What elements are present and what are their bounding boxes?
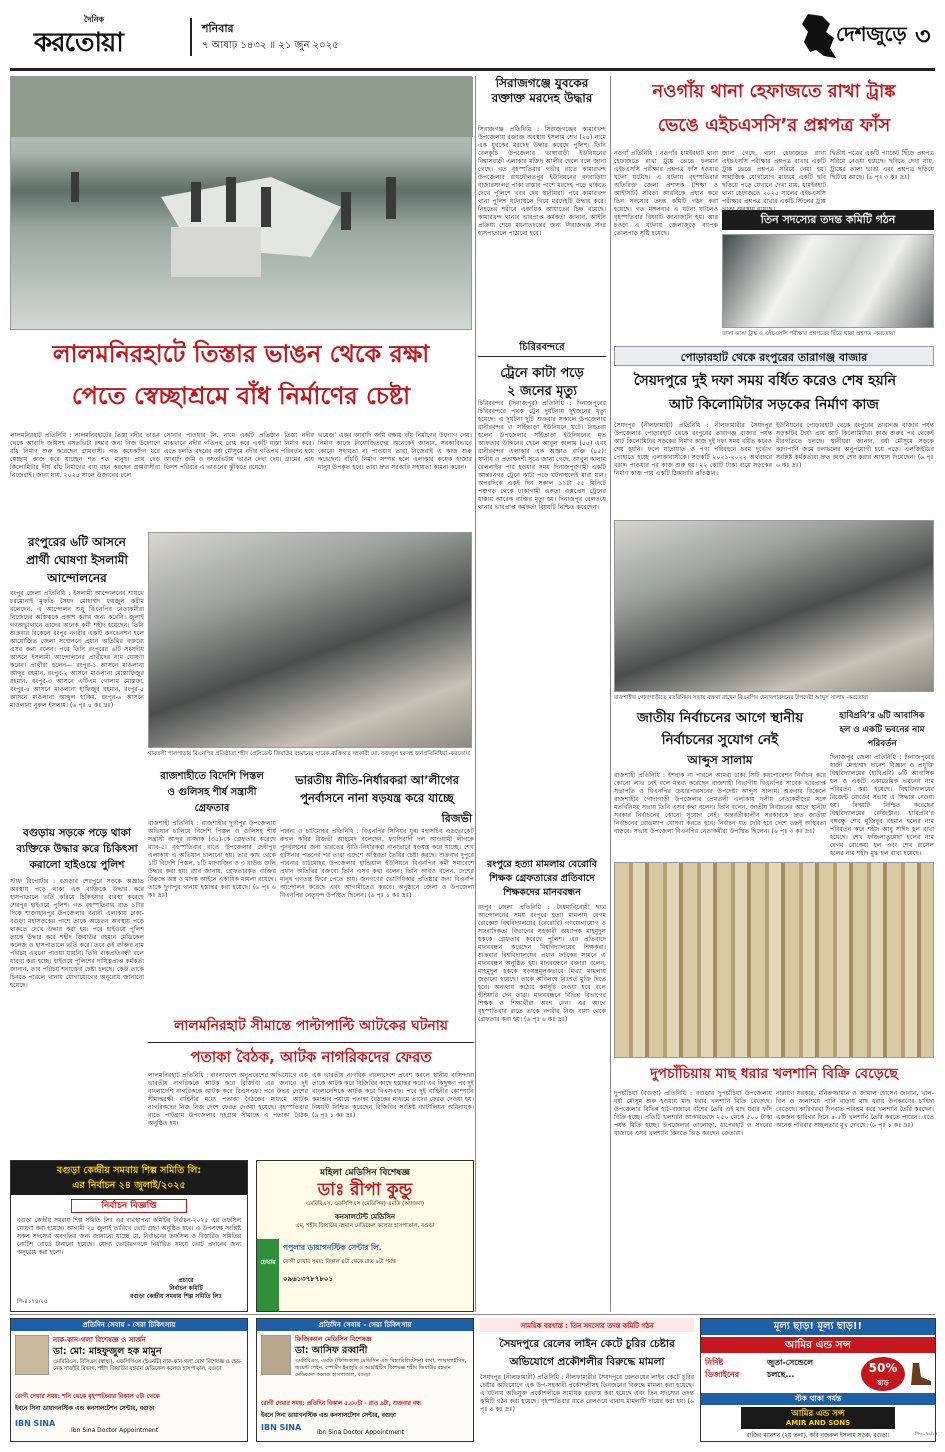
ad-mamun bbox=[10, 1318, 248, 1442]
saidpur-headline-1: সৈয়দপুরে দুই দফা সময় বর্ধিত করেও শেষ হয়নি bbox=[633, 373, 897, 389]
masthead-divider bbox=[190, 18, 192, 56]
rajshahi-headline-3: গ্রেফতার bbox=[194, 803, 230, 814]
mamun-details: এমবিবিএস, বিসিএস (স্বাস্থ্য), এফসিপিএস (ইএনটি) নাক-কান-গলা রোগ বিশেষজ্ঞ ও হেড-নেক সার্জারি বিভাগ, শহীদ জিয়াউর রহমান মেডিকেল কলেজ হাসপাতাল, বগুড়া bbox=[53, 1359, 242, 1372]
robbani-timing: রোগী দেখার সময়: প্রতিদিন বিকাল ৫.৩০টা - রাত ৯টা, শুক্রবার বন্ধ bbox=[261, 1401, 421, 1407]
notice-signer-3: বগুড়া কেন্দ্রীয় সমবায় শিল্প সমিতি লিঃ bbox=[130, 1293, 222, 1300]
masthead-rule bbox=[10, 68, 935, 71]
rizvi-headline-1: ভারতীয় নীতি-নির্ধারকরা আ’লীগের bbox=[295, 773, 459, 787]
robbani-details: এমবিবিএস, এমডি (ফিজিক্যাল মেডিসিন এন্ড রিহ্যাবিলিটেশন) ব্যথা, প্যারালাইসিস, জয়েন্ট পেইন, স্পোর্টস ইনজুরি ও আর্থ্রাইটিস বিশেষজ্ঞ শহীদ জিয়াউর রহমান মেডিকেল কলেজ হাসপাতাল, বগুড়া bbox=[295, 1358, 467, 1378]
ad-ripa-kundu bbox=[256, 1160, 474, 1312]
rizvi-byline: রিজভী bbox=[441, 812, 472, 825]
naogaon-body-3: দ্বিতীয় পত্রের একটি প্যাকেট ছিঁড়ে প্রশ্নপত্র সরিয়ে নেওয়া হয়েছে। ছবিতে দেখা যায়, ট্রাঙ্কের তালা ভাঙা এবং প্রশ্নপত্র ছড়িয়ে ছিটিয়ে আছে। (৬ পৃঃ ৩ কঃ দ্রঃ) bbox=[830, 150, 934, 181]
chirirbandar-rule bbox=[478, 356, 606, 357]
ripa-role: কনসালটেন্ট মেডিসিন bbox=[334, 1213, 396, 1221]
rail-body: সৈয়দপুর (নীলফামারী) প্রতিনিধি : নীলফামারীর সৈয়দপুরে রেলওয়ের লাইন কেটে চুরির চেষ্টার অভিযোগে এক উপ-সহকারী প্রকৌশলীসহ তিনজনের বিরুদ্ধে মামলা করা হয়েছে। এ ঘটনায় অভিযুক্ত প্রকৌশলীকে সাময়িক বরখাস্ত করা হয়েছে এবং তিন সদস্যের তদন্ত কমিটি গঠন করা হয়েছে। বৃহস্পতিবার রাতে রেলওয়ে থানায় মামলাটি দায়ের করা হয়। (৬ পৃঃ ৩ কঃ দ্রঃ) bbox=[480, 1374, 694, 1413]
teacher-headline-2: শিক্ষক গ্রেফতারের প্রতিবাদে bbox=[489, 873, 595, 884]
amir-line-4: চলছে... bbox=[767, 1370, 795, 1379]
robbani-specialty: ফিজিক্যাল মেডিসিন বিশেষজ্ঞ bbox=[295, 1335, 372, 1343]
robbani-portrait bbox=[261, 1335, 291, 1375]
ad-amir-and-sons bbox=[700, 1318, 936, 1442]
election-notice bbox=[10, 1160, 248, 1312]
salam-byline: আব্দুস সালাম bbox=[687, 753, 753, 767]
embankment-photo bbox=[10, 76, 472, 330]
dupchanchia-body-2: নারায়ণ সরকার, মনিরুজ্জামান ও জামাল হোসেন জানান, খাল-বিল ও জলাশয়ে পানি বাড়ায় মাছ ধরার উপকরণের চাহিদা বেড়েছে। কারিগররা দিনরাত পরিশ্রম করে খলশানি তৈরি করছেন। একজন কারিগর দিনে ৪-৫টি খলশানি তৈরি করতে পারেন। এতে অনেক পরিবার সচ্ছলতার মুখ দেখছে। (৬ পৃঃ ১ কঃ দ্রঃ) bbox=[776, 1090, 934, 1129]
chirirbandar-kicker: চিরিরবন্দরে bbox=[519, 342, 565, 353]
lalmonirhat-body-2: সোনার পাওয়ার লি. নামে একটি প্রতিষ্ঠান তিস্তা নদীর মাঝখানে নদীর গতিপথ রোধ করে একটি রাস্তা নির্মাণ করে। এতে চলতি বছরের বর্ষা মৌসুমে নদীর গতিপথ পরিবর্তন হয়ে আবাদি জমি ও বসতভিটায় ভাঙন দেখা দেয়। গ্রামের প্রায় তিনশ পরিবার এ ভাঙনের ঝুঁকিতে রয়েছে। bbox=[164, 432, 314, 471]
amir-line-1: নির্দিষ্ট bbox=[705, 1358, 724, 1367]
sirajganj-body: সিরাজগঞ্জ প্রতিনিধি : সিরাজগঞ্জের কামারখন্দ উপজেলায় রক্তাক্ত অবস্থায় ইসলাম শেখ (২৪) নামে এক যুবকের মরদেহ উদ্ধার করেছে পুলিশ। তিনি বেলকুচি উপজেলার ভাঙ্গাবাড়ী ইউনিয়নের বিশ্বাসবাড়ী এলাকার মজিদ আলীর ছেলে বলে জানা গেছে। গত বৃহস্পতিবার গভীর রাতে কামারখন্দ উপজেলার রায়দৌলতপুর ইউনিয়নের বনবাড়িয়া বাজারসংলগ্ন পাকা রাস্তার পাশে মরদেহ পড়ে থাকতে দেখে পুলিশে খবর দেয় স্থানীয়রা। পরে কামারখন্দ থানা পুলিশ ঘটনাস্থলে গিয়ে মরদেহটি উদ্ধার করে। নিহতের শরীরে একাধিক আঘাতের চিহ্ন রয়েছে। কামারখন্দ থানার ভারপ্রাপ্ত কর্মকর্তা জানান, আইনি প্রক্রিয়া শেষে ময়নাতদন্তের জন্য সিরাজগঞ্জ সদর হাসপাতালে পাঠানো হবে। bbox=[478, 126, 606, 237]
mamun-specialty: নাক-কান-গলা বিশেষজ্ঞ ও সার্জন bbox=[53, 1336, 146, 1344]
question-paper-photo bbox=[722, 234, 934, 328]
salam-meeting-photo bbox=[614, 520, 934, 692]
masthead-day: শনিবার bbox=[202, 22, 234, 35]
saidpur-body-1: সৈয়দপুর (নীলফামারী) প্রতিনিধি : নীলফামারীর সৈয়দপুর উপজেলার পোড়ারহাট থেকে রংপুরের তারাগঞ্জ বাজার পর্যন্ত আট কিলোমিটার সড়কের নির্মাণ কাজ দুই দফা সময় বর্ধিত করেও শেষ হয়নি। ফলে যাতায়াত ও পণ্য পরিবহনে চরম দুর্ভোগ পোহাতে হচ্ছে এলাকাবাসীকে। সড়কটি ২০২১-২০২২ অর্থবছরে বরাদ্দ পাওয়ার পর কাজ শুরু হয়। ২২ কোটি টাকা ব্যয়ে সড়কের নির্মাণ কাজ পায় একটি ঠিকাদারি প্রতিষ্ঠান। bbox=[614, 422, 772, 477]
flag-body-1: লালমনিরহাট প্রতিনিধি : বাংলাদেশে অনুপ্রবেশের অভিযোগে এক ভারতীয় নাগরিককে আটক করে বিজিবি। এর জবাবে দুই বাংলাদেশি নাগরিককে আটক করে বিএসএফ। পরে উভয় দেশের সীমান্তরক্ষী বাহিনীর মধ্যে পতাকা বৈঠকের মাধ্যমে আটক নাগরিকদের নিজ নিজ দেশে ফেরত দেওয়া হয়েছে। বৃহস্পতিবার রাতে পাটগ্রাম উপজেলার দহগ্রাম সীমান্তে এ পতাকা বৈঠক অনুষ্ঠিত হয়। bbox=[148, 1072, 308, 1127]
border-headline: লালমনিরহাট সীমান্তে পাল্টাপাল্টি আটকের ঘটনায় bbox=[173, 1018, 449, 1034]
column-rule bbox=[10, 1314, 935, 1315]
lalmonirhat-body-3: ভয়েজ’ একর আবাদি জমি রক্ষায় বাঁধ নির্মাণের উদ্যোগ নেয়। নির্মাণ কাজে নিয়োজিতদের অনেকেই জানান, সরকারিভাবে কোনো সহায়তা না পাওয়ায় তারা নিজেরাই এ কাজ শুরু করেছেন। বাঁধটি নির্মাণ সম্পন্ন হলে এলাকার কয়েক হাজার মানুষ উপকৃত হবে। তারা দ্রুত সরকারি সহায়তা কামনা করেন। bbox=[318, 432, 472, 471]
salam-headline-1: জাতীয় নির্বাচনের আগে স্থানীয় bbox=[636, 710, 804, 726]
amir-brand: আমির এন্ড সন্স bbox=[701, 1337, 935, 1353]
robbani-brand: IBN SINA bbox=[261, 1423, 302, 1432]
naogaon-headline-2: ভেঙে এইচএসসি’র প্রশ্নপত্র ফাঁস bbox=[657, 115, 891, 136]
ripa-tagline: মহিলা মেডিসিন বিশেষজ্ঞ bbox=[320, 1168, 410, 1178]
teacher-headline-3: শিক্ষকদের মানববন্ধন bbox=[503, 887, 581, 898]
salam-headline-2: নির্বাচনের সুযোগ নেই bbox=[661, 732, 779, 748]
rajshahi-headline-2: ও গুলিসহ শীর্ষ সন্ত্রাসী bbox=[167, 787, 257, 798]
rangpur-islami-headline-2: প্রার্থী ঘোষণা ইসলামী bbox=[26, 553, 128, 567]
ripa-hospital: এম্, শহীদ জিয়াউর রহমান মেডিকেল কলেজ হাসপাতাল, বগুড়া bbox=[295, 1223, 435, 1229]
amir-top: মূল্য ছাড়! মূল্য ছাড়!! bbox=[701, 1319, 935, 1335]
section-title: দেশজুড়ে bbox=[836, 22, 907, 46]
amir-stock: স্টক থাকা পর্যন্ত bbox=[701, 1393, 935, 1405]
hall-body: দিনাজপুর জেলা প্রতিনিধি : দিনাজপুরের হাজী মোহাম্মদ দানেশ বিজ্ঞান ও প্রযুক্তি বিশ্ববিদ্যালয়ের (হাবিপ্রবি) ৬টি আবাসিক হল ও একটি একাডেমিক ভবনের নাম পরিবর্তন করা হয়েছে। বিশ্ববিদ্যালয়ের রিজেন্ট বোর্ডের সভায় এ সিদ্ধান্ত নেওয়া হয়। বিষয়টি নিশ্চিত করেছেন বিশ্ববিদ্যালয়ের রেজিস্ট্রার। হাবিপ্রবি’র বঙ্গবন্ধু শেখ মুজিবুর রহমান হলের নাম পরিবর্তন করে শহীদ আবু সাঈদ হল রাখা হয়েছে। শেখ ফজিলাতুন্নেছা হলের নাম বেগম রোকেয়া হল এবং শেখ রাসেল হলের নাম শহীদ মুগ্ধ হল রাখা হয়েছে। bbox=[830, 754, 934, 857]
dupchanchia-headline: দুপচাঁচিয়ায় মাছ ধরার খলশানি বিক্রি বেড়েছে bbox=[650, 1066, 898, 1082]
rangpur-islami-body: রংপুর জেলা প্রতিনিধি : ইসলামী আন্দোলনের শায়খে চরমোনাই মুফতি সৈয়দ মোহাম্মদ ফয়জুল করীম বলেছেন, এ আন্দোলন শুধু বিএনপির নেতাকর্মীরা নিজেদের অস্তিত্বকে প্রকাশ করার জন্য করেনি। জুলাই গণঅভ্যুত্থানে তাদের অনেক কর্মী শহীদ হয়েছেন। তিনি শুক্রবার বিকেলে রংপুর নগরীর একটি কনভেনশন হলে আয়োজিত জেলা সম্মেলনে প্রধান অতিথির বক্তব্যে এসব কথা বলেন। পরে তিনি রংপুরের ৬টি সংসদীয় আসনে ইসলামী আন্দোলনের প্রার্থীদের নাম ঘোষণা করেন। প্রার্থীরা হলেন— রংপুর-১ আসনে মাওলানা আব্দুর রহমান, রংপুর-২ আসনে মাওলানা মোস্তাফিজুর রহমান, রংপুর-৩ আসনে এটিএম গোলাম মোস্তফা, রংপুর-৪ আসনে মাওলানা হাফিজুর রহমান, রংপুর-৫ আসনে মাওলানা আব্দুল হাকিম, রংপুর-৬ আসনে মাওলানা নুরুল ইসলাম। (৬ পৃঃ ৪ কঃ দ্রঃ) bbox=[10, 590, 144, 709]
ripa-phone[interactable]: ০৯৬১৩৭৮৭৮০১ bbox=[283, 1275, 334, 1283]
notice-signer-1: প্রচারে bbox=[178, 1277, 194, 1284]
ripa-chamber-label: চেম্বার bbox=[260, 1258, 276, 1266]
lalmonirhat-body-1: লালমনিরহাট প্রতিনিধি : লালমনিরহাটের তিস্তা নদীর ভাঙন থেকে আবাদি জমিসহ বসতভিটা রক্ষার জন্য নিজ উদ্যোগে বাঁধ নির্মাণ শুরু করেছেন গ্রামবাসী। গত কয়েকদিন ধরে স্বেচ্ছায় কাজ করে যাচ্ছেন শত শত মানুষ। প্রায় দেড় কিলোমিটার দীর্ঘ বাঁধ নির্মাণের ব্যয় বহন করছেন গ্রামবাসীরা নিজেরাই। জানা যায়, ২০২৪ সালে উজানের ঢলে bbox=[10, 432, 160, 479]
teacher-headline-1: রংপুরে হত্যা মামলায় বেরোবি bbox=[486, 859, 598, 870]
robbani-strip: প্রতিদিন সেবায় - সেরা চিকিৎসায় bbox=[257, 1319, 473, 1331]
masthead bbox=[10, 8, 935, 68]
shoe-icon bbox=[909, 1359, 933, 1389]
teacher-body: রংপুর জেলা প্রতিনিধি : বৈষম্যবিরোধী ছাত্র আন্দোলনের সময় রংপুরে হত্যা মামলায় বেগম রোকেয়া বিশ্ববিদ্যালয়ের (বেরোবি) গণযোগাযোগ ও সাংবাদিকতা বিভাগের সহকারী অধ্যাপক মাহমুদুল হককে গ্রেফতার করেছে পুলিশ। এর প্রতিবাদে মানববন্ধন করেছেন বিশ্ববিদ্যালয়ের শিক্ষকরা। শুক্রবার বিশ্ববিদ্যালয়ের প্রধান ফটকের সামনে এ মানববন্ধন অনুষ্ঠিত হয়। মানববন্ধনে বক্তারা বলেন, মাহমুদুল হককে ষড়যন্ত্রমূলকভাবে মিথ্যা মামলায় জড়ানো হয়েছে। তাকে অবিলম্বে নিঃশর্ত মুক্তি দিতে হবে। অন্যথায় কঠোর কর্মসূচি দেওয়া হবে বলে হুঁশিয়ারি দেন তারা। মানববন্ধনে বিভিন্ন বিভাগের শিক্ষক ও শিক্ষার্থীরা অংশ নেন। এর আগে বৃহস্পতিবার রাতে তাকে নগরীর নিজ বাসা থেকে গ্রেফতার করা হয়। (৬ পৃঃ ৬ কঃ দ্রঃ) bbox=[478, 904, 606, 1023]
bogura-police-headline-2: ব্যক্তিকে উদ্ধার করে চিকিৎসা bbox=[16, 843, 138, 855]
notice-signer-2: নির্বাচন কমিটি bbox=[169, 1285, 203, 1292]
column-rule bbox=[610, 76, 611, 1312]
rangpur-islami-headline-3: আন্দোলনের bbox=[47, 571, 107, 585]
chirirbandar-body: চিরিরবন্দর (দিনাজপুর) প্রতিনিধি : দিনাজপুরের চিরিরবন্দরে পৃথক ট্রেন দুর্ঘটনায় দুইজনের মৃত্যু হয়েছে। এ দুর্ঘটনা দুটি শুক্রবার সকালে উপজেলার রানীরবন্দর ও সাঁইতাড়া ইউনিয়নে ঘটে। নিহতরা হলেন উপজেলার সাঁইতাড়া ইউনিয়নের মৃত আফতাব উদ্দিনের ছেলে আবুল কালাম (৫৫) এবং রানীরবন্দর এলাকার এক অজ্ঞাত ব্যক্তি (৪৫)। স্থানীয় ও প্রত্যক্ষদর্শী সূত্রে জানা গেছে, আবুল কালাম রেললাইন পার হওয়ার সময় দিনাজপুরগামী একটি আন্তঃনগর ট্রেনে কাটা পড়ে ঘটনাস্থলেই মারা যান। অপরদিকে একই দিন সকাল ১১টা ৫৫ মিনিটে পঞ্চগড় থেকে ঢাকাগামী একতা এক্সপ্রেস ট্রেনের ধাক্কায় আরেক ব্যক্তির মৃত্যু হয়। দিনাজপুর রেলওয়ে থানার ভারপ্রাপ্ত কর্মকর্তা বিষয়টি নিশ্চিত করেছেন। bbox=[478, 400, 607, 511]
dupchanchia-body-1: দুপচাঁচিয়া (বগুড়া) প্রতিনিধি : বগুড়ার দুপচাঁচিয়া উপজেলায় বর্ষা মৌসুম শুরু হওয়ায় মাছ ধরার খলশানি বিক্রি বেড়েছে। উপজেলার বিভিন্ন হাট-বাজারে বাঁশের তৈরি এই মাছ ধরার ফাঁদ বিক্রি হচ্ছে। প্রতিটি খলশানি আকারভেদে ২৫০ থেকে ৫০০ টাকা পর্যন্ত বিক্রি হচ্ছে। উপজেলার তালোড়া, ধাপেরহাট ও সদরের বাজারে এসব খলশানি কিনতে ভিড় করছেন ক্রেতারা। bbox=[614, 1090, 772, 1137]
ripa-name: ডাঃ রীপা কুন্ডু bbox=[317, 1180, 413, 1200]
rail-kicker: সাময়িক বরখাস্ত : তিন সদস্যের তদন্ত কমিটি গঠন bbox=[520, 1322, 654, 1330]
bogura-police-body: স্টাফ রিপোর্টার : বগুড়ার শেরপুরে সড়কে অজ্ঞাত অবস্থায় পড়ে থাকা এক ব্যক্তিকে উদ্ধার করে হাসপাতালে ভর্তি করিয়ে চিকিৎসার ব্যবস্থা করেছে শেরপুর হাইওয়ে পুলিশ। গত বৃহস্পতিবার রাত ১টার দিকে শাজাহানপুর উপজেলার বনানী এলাকায় ঢাকা-বগুড়া মহাসড়কের পাশে তাকে অচেতন অবস্থায় পড়ে থাকতে দেখে উদ্ধার করা হয়। পরে হাইওয়ে পুলিশ তাকে উদ্ধার করে শহীদ জিয়াউর রহমান মেডিকেল কলেজ ও হাসপাতালে ভর্তি করে। তবে ওই ব্যক্তির নাম পরিচয় এখনো পাওয়া যায়নি। তিনি বাকপ্রতিবন্ধী বলে ধারণা করা হচ্ছে। হাইওয়ে পুলিশের দায়িত্বপ্রাপ্ত কর্মকর্তা জানান, তার পরিচয় শনাক্তের চেষ্টা চলছে। কেউ তাকে চিনতে পারলে থানায় যোগাযোগের অনুরোধ জানানো হয়েছে। bbox=[10, 878, 144, 989]
mamun-timing: রোগী দেখার সময়: শনি থেকে বৃহস্পতিবার বিকাল ৫টা থেকে bbox=[15, 1393, 160, 1400]
hall-headline-1: হাবিপ্রবি’র ৬টি আবাসিক bbox=[839, 711, 925, 721]
notice-ref: পি-৪১৭৪/২৫ bbox=[17, 1299, 48, 1305]
rail-headline-1: সৈয়দপুরে রেলের লাইন কেটে চুরির চেষ্টার bbox=[499, 1338, 675, 1350]
saidpur-headline-2: আট কিলোমিটার সড়কের নির্মাণ কাজ bbox=[669, 397, 879, 413]
flag-headline: পতাকা বৈঠক, আটক নাগরিকদের ফেরত bbox=[190, 1048, 432, 1066]
saidpur-body-2: ইউনিয়নের পোড়ারহাট থেকে রংপুরের তারাগঞ্জ বাজার পর্যন্ত সড়কটির দৈর্ঘ্য প্রায় আট কিলোমিটার। কাজ শুরুর পর থেকেই ধীরগতিতে চলছে। স্থানীয়রা জানান, বর্ষা মৌসুমে সড়কে কাদাপানি জমে চলাচলের অনুপযোগী হয়ে পড়ে। এলজিইডির সংশ্লিষ্ট কর্মকর্তারা দ্রুত কাজ শেষ করার আশ্বাস দিয়েছেন। (৬ পৃঃ ৬ কঃ দ্রঃ) bbox=[776, 422, 934, 469]
rajshahi-headline-1: রাজশাহীতে বিদেশি পিস্তল bbox=[160, 771, 264, 782]
notice-body: বগুড়া কেন্দ্রীয় সমবায় শিল্প সমিতি লিঃ এর ব্যবস্থাপনা কমিটির নির্বাচন-২০২৫ এর তফসিল ঘোষণা করা হয়েছে। আগামী ২৪ জুলাই তারিখে ভোট গ্রহণ অনুষ্ঠিত হবে। এ উপলক্ষে সংশ্লিষ্ট সকল সদস্যের অবগতির জন্য জানানো যাচ্ছে যে, নির্বাচনের তফসিল ও বিস্তারিত সমিতির নোটিশ বোর্ডে টানানো হয়েছে। যোগ্য ভোটারগণকে নির্ধারিত সময়ে ভোট প্রদানের জন্য অনুরোধ করা হলো। bbox=[17, 1217, 241, 1256]
amir-address: রাজিব ম্যানশন (২য় তলা), কবি নজরুল ইসলাম সড়ক, বগুড়া। bbox=[746, 1433, 890, 1439]
robbani-name: ডা: আসিফ রব্বানী bbox=[295, 1345, 368, 1356]
page-number: ৩ bbox=[915, 22, 931, 50]
bangladesh-map-icon bbox=[800, 12, 838, 62]
amir-discount: 50% bbox=[868, 1361, 898, 1375]
flag-rule bbox=[148, 1042, 474, 1043]
rizvi-headline-2: পুনর্বাসনে নানা ষড়যন্ত্র করে যাচ্ছে bbox=[300, 791, 454, 805]
mamun-portrait bbox=[15, 1335, 49, 1375]
ripa-degrees: এমবিবিএস, এফসিপিএস (মেডিসিন) এমডি (অ্যাজমা) bbox=[306, 1201, 424, 1207]
flag-body-2: এক ভারতীয় নাগরিক বাংলাদেশে প্রবেশ করলে স্থানীয় বাসিন্দারা তাকে আটক করে বিজিবির কাছে হস্তান্তর করে। এর কিছুক্ষণ পর দুই বাংলাদেশিকে আটক করে বিএসএফ। পরে দুই বাহিনীর কোম্পানি কমান্ডার পর্যায়ে পতাকা বৈঠকের মাধ্যমে তাদের ফেরত দেওয়া হয়। বিষয়টি নিশ্চিত করেছেন বিজিবির সংশ্লিষ্ট ব্যাটালিয়ন অধিনায়ক। (৬ পৃঃ ১ কঃ দ্রঃ) bbox=[312, 1072, 474, 1119]
notice-title-2: এর নির্বাচন ২৪ জুলাই/২০২৫ bbox=[72, 1180, 186, 1191]
bogura-police-headline-3: করালো হাইওয়ে পুলিশ bbox=[29, 859, 125, 871]
naogaon-headline-1: নওগাঁয় থানা হেফাজতে রাখা ট্রাঙ্ক bbox=[652, 81, 896, 102]
mamun-brand: IBN SINA bbox=[15, 1419, 56, 1428]
ripa-clinic: পপুলার ডায়াগনস্টিক সেন্টার লি. bbox=[283, 1243, 382, 1252]
amir-discount-word: ছাড় bbox=[877, 1379, 889, 1387]
chirirbandar-headline-1: ট্রেনে কাটা পড়ে bbox=[500, 366, 584, 381]
hall-headline-3: পরিবর্তন bbox=[867, 739, 897, 749]
mamun-center: ইবনে সিনা ডায়াগনস্টিক এন্ড কনসালটেশন সেন্টার, বগুড়া bbox=[15, 1405, 155, 1412]
ripa-serial: রোগী দেখার সময়: বিকাল ৪টা থেকে রাত ৯টা পর্যন্ত bbox=[283, 1259, 396, 1265]
hall-headline-2: হল ও একটি ভবনের নাম bbox=[839, 725, 925, 735]
ripa-chamber-strip bbox=[257, 1239, 279, 1311]
lalmonirhat-headline-2: পেতে স্বেচ্ছাশ্রমে বাঁধ নির্মাণের চেষ্টা bbox=[71, 382, 411, 410]
khalshani-market-photo bbox=[614, 862, 934, 1058]
column-rule bbox=[475, 76, 476, 1312]
robbani-center: ইবনে সিনা ডায়াগনস্টিক এন্ড কনসালটেশন সেন্টার, বগুড়া bbox=[261, 1413, 396, 1419]
rajshahi-body: রাজশাহী প্রতিনিধি : রাজশাহীর দুর্গাপুর উপজেলায় অভিযান চালিয়ে বিদেশি পিস্তল ও গুলিসহ শীর্ষ সন্ত্রাসী আব্দুর রাজ্জাক (৩৫)-কে গ্রেফতার করেছে র‌্যাব-৫। বৃহস্পতিবার রাতে উপজেলার দেবীপুর এলাকায় এ অভিযান চালানো হয়। তার কাছ থেকে ১টি বিদেশি পিস্তল, ১টি ম্যাগাজিন ও ৩ রাউন্ড গুলি উদ্ধার করা হয়। র‌্যাব জানায়, গ্রেফতারকৃত ব্যক্তির বিরুদ্ধে অস্ত্র ও মাদক আইনে একাধিক মামলা রয়েছে। তাকে দুর্গাপুর থানায় হস্তান্তর করা হয়েছে। (৬ পৃঃ ৬ কঃ দ্রঃ) bbox=[148, 820, 276, 899]
notice-title-1: বগুড়া কেন্দ্রীয় সমবায় শিল্প সমিতি লি: bbox=[56, 1165, 202, 1176]
ad-robbani bbox=[256, 1318, 474, 1442]
robbani-appt[interactable]: Ibn Sina Doctor Appointment bbox=[317, 1429, 405, 1436]
notice-subtitle: নির্বাচন বিজ্ঞপ্তি bbox=[71, 1199, 187, 1213]
naogaon-caption: তালা ভাঙা ট্রাঙ্ক ও এইচএসসি পরীক্ষার প্রশ্নপত্রের ছিঁড়ে থাকা প্রশ্নপত্র -করতোয়া bbox=[722, 331, 895, 337]
masthead-daily: দৈনিক bbox=[84, 15, 105, 24]
naogaon-body-1: নওগাঁ প্রতিনিধি : নওগাঁর ধামইরহাট থানা হেফাজতে রাখা ট্রাঙ্ক ভেঙে চলমান এইচএসসি পরীক্ষার প্রশ্নপত্র ফাঁস হওয়ার ঘটনা ঘটেছে। এ ঘটনায় বৃহস্পতিবার অতিরিক্ত জেলা প্রশাসক (শিক্ষা ও আইসিটি) সবিতা আরবিকে প্রধান করে তিন সদস্যের তদন্ত কমিটি গঠন করা হয়েছে। গত মঙ্গলবার এ ঘটনা ঘটলেও বৃহস্পতিবার বিষয়টি জানাজানি হয়। আর চওড়া এ ঘটনায় জেলাজুড়ে ব্যাপক তোলপাড় সৃষ্টি হয়েছে। bbox=[614, 150, 718, 237]
bogura-police-headline-1: বগুড়ায় সড়কে পড়ে থাকা bbox=[23, 827, 131, 839]
chirirbandar-headline-2: ২ জনের মৃত্যু bbox=[506, 384, 577, 399]
rizvi-body: পাবনা ও চাটমোহর প্রতিনিধি : বিএনপির সিনিয়র যুগ্ম মহাসচিব এডভোকেট রুহুল কবির রিজভী আহমেদ বলেছেন, ফ্যাসিবাদী দল আওয়ামী লীগকে পুনর্বাসনের জন্য ভারতের নীতি-নির্ধারকরা নানাভাবে ষড়যন্ত্র করে যাচ্ছে। শেখ হাসিনার পতনের পর তারা এদেশে অস্থিরতা তৈরির চেষ্টা করছে। শুক্রবার দুপুরে পাবনার চাটমোহর উপজেলার হান্ডিয়াল ইউনিয়নে বিএনপির কর্মী সমাবেশে প্রধান অতিথির বক্তব্যে তিনি এসব কথা বলেন। তিনি আরও বলেন, দেশের মানুষ গণতন্ত্র ফিরে পেতে চায়। জনগণের ভোটাধিকার প্রতিষ্ঠার জন্য বিএনপি আন্দোলন করেছে এবং আগামীতেও করবে। অনুষ্ঠানে জেলা ও উপজেলা বিএনপির নেতৃবৃন্দ উপস্থিত ছিলেন। (৬ পৃঃ ১ কঃ দ্রঃ) bbox=[280, 828, 474, 899]
amir-brand-bn: আমির এন্ড সন্স bbox=[791, 1409, 845, 1419]
salam-caption: রাজশাহীর গোদাগাড়ীতে মতবিনিময় সভায় বক্তব্য রাখেন বিএনপির চেয়ারপারসনের উপদেষ্টা আব্দুস সালাম -করতোয়া bbox=[614, 695, 868, 701]
naogaon-body-2: জানা গেছে, থানা হেফাজতে রাখা এইচএসসি পরীক্ষার প্রশ্নপত্র রাখার একটি ট্রাঙ্ক ভেঙে প্রশ্নপত্র সরিয়ে নেয়া হয়। সামাজিক যোগাযোগ মাধ্যমে একটি ছবি ছড়িয়ে পড়ে যেখানে দেখা যায়, ধামইরহাট থানা হেফাজতে ২০২৫ সালের এইচএসসি পরীক্ষার প্রশ্নপত্র রাখার একটি স্টিলের ট্রাঙ্ক bbox=[722, 150, 826, 205]
embankment-photo-graphic bbox=[11, 77, 473, 331]
mamun-appt[interactable]: Ibn Sina Doctor Appointment bbox=[71, 1427, 159, 1434]
masthead-date: ৭ আষাঢ় ১৪৩২ ॥ ২১ জুন ২০২৫ bbox=[202, 40, 339, 51]
saidpur-kicker: পোড়ারহাট থেকে রংপুরের তারাগঞ্জ বাজার bbox=[680, 351, 868, 364]
masthead-name: করতোয়া bbox=[34, 28, 123, 58]
amir-ref: পি-৪১৭৪/২৫ bbox=[915, 1431, 938, 1436]
press-briefing-photo bbox=[148, 532, 472, 748]
lalmonirhat-headline-1: লালমনিরহাটে তিস্তার ভাঙন থেকে রক্ষা bbox=[52, 340, 430, 368]
amir-line-3: জুতা-সেন্ডেলে bbox=[767, 1358, 814, 1367]
press-caption: গাবতলী পালপাড়ায় বিএনপির প্রতিষ্ঠাতা শহীদ প্রেসিডেন্ট জিয়াউর রহমানের সাবেক ব্যক্তিগত সহকারী মো. ফজলুল হকসহ জনপ্রতিনিধিরা -করতোয়া bbox=[148, 751, 471, 757]
mamun-name: ডা: মো: মাহফুজুল হক মামুন bbox=[53, 1346, 162, 1357]
naogaon-subhead: তিন সদস্যের তদন্ত কমিটি গঠন bbox=[722, 210, 934, 230]
rail-headline-2: অভিযোগে প্রকৌশলীর বিরুদ্ধে মামলা bbox=[509, 1356, 665, 1368]
salam-body: রাজশাহী প্রতিনিধি : ইশরাক না পারলে আমরা ঢাকা সিটি করপোরেশন নির্বাচন করে কোনো লাভ নেই বলে মন্তব্য করেছেন রাজশাহী বিভাগীয় বিএনপির সাবেক ভারপ্রাপ্ত সভাপতি ও বিএনপির চেয়ারপারসনের উপদেষ্টা আব্দুস সালাম। শুক্রবার বিকেলে রাজশাহীর গোদাগাড়ী উপজেলার প্রেমতলী এলাকায় দলীয় নেতাকর্মীদের সঙ্গে মতবিনিময় সভায় তিনি এসব কথা বলেন। তিনি বলেন, জাতীয় নির্বাচনের আগে স্থানীয় সরকার নির্বাচনের কোনো সুযোগ নেই। অন্তর্বর্তীকালীন সরকারকে দ্রুত জাতীয় নির্বাচনের রোডম্যাপ ঘোষণা করতে হবে। নির্বাচন যত দেরি হবে দেশে ততই অস্থিরতা বাড়বে। সভায় উপজেলা বিএনপির নেতাকর্মীরা উপস্থিত ছিলেন। (৬ পৃঃ ৩ কঃ দ্রঃ) bbox=[614, 772, 826, 835]
amir-line-2: ডিজাইনের bbox=[705, 1370, 740, 1379]
amir-brand-en: AMIR AND SONS bbox=[785, 1419, 851, 1427]
rangpur-islami-headline-1: রংপুরের ৬টি আসনে bbox=[28, 535, 126, 549]
mamun-strip: প্রতিদিন সেবায় - সেরা চিকিৎসায় bbox=[11, 1319, 247, 1331]
sirajganj-headline: সিরাজগঞ্জে যুবকের রক্তাক্ত মরদেহ উদ্ধার bbox=[491, 76, 593, 105]
